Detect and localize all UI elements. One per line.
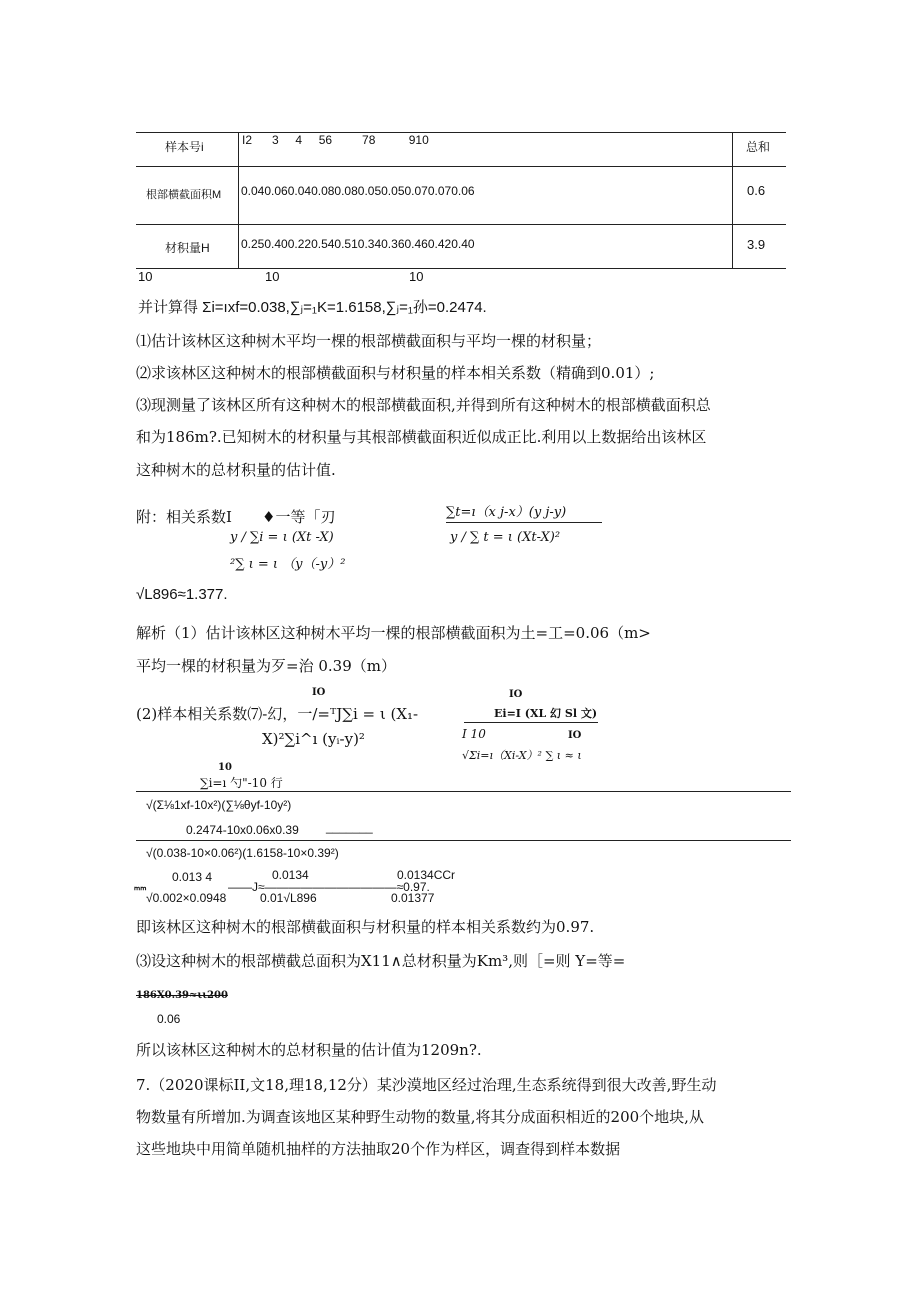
table-area-total: 0.6 xyxy=(747,183,766,198)
question-3-line-3: 这种树木的总材积量的估计值. xyxy=(136,461,336,479)
solution-3-conclusion: 所以该林区这种树木的总材积量的估计值为1209n?. xyxy=(136,1041,482,1059)
table-row-divider xyxy=(136,224,786,225)
solution-2-fraction-bar xyxy=(464,722,598,723)
table-header-total: 总和 xyxy=(746,140,771,154)
solution-2-approx-line: ——J≈———————————≈0.97. xyxy=(228,880,430,894)
table-area-values: 0.040.060.040.080.080.050.050.070.070.06 xyxy=(241,184,475,198)
index-ten: 10 xyxy=(218,762,232,773)
question-7-line-1: 7.（2020课标II,文18,理18,12分）某沙漠地区经过治理,生态系统得到很大改善,野生动 xyxy=(136,1076,717,1094)
solution-2-line-2: X)²∑i^ı (yᵢ-y)² xyxy=(262,730,365,748)
table-row-divider xyxy=(136,166,786,167)
calc-line: 并计算得 Σi=ıxf=0.038,∑ⱼ=₁K=1.6158,∑ⱼ=₁孙=0.2474. xyxy=(138,299,487,316)
table-volume-values: 0.250.400.220.540.510.340.360.460.420.40 xyxy=(241,237,475,251)
solution-2-numeric-numerator: 0.2474-10x0.06x0.39 xyxy=(186,823,299,837)
index-io: IO xyxy=(568,730,582,741)
question-3-line-2: 和为186m?.已知树木的材积量与其根部横截面积近似成正比.利用以上数据给出该林区 xyxy=(136,428,707,446)
sqrt-value: √L896≈1.377. xyxy=(136,586,228,603)
table-footer-ten: 10 xyxy=(138,269,153,284)
appendix-fraction-bar xyxy=(446,522,602,523)
index-io: IO xyxy=(509,689,523,700)
table-bottom-border xyxy=(136,268,786,269)
solution-2-sum-line: ∑i=ı 勺"-10 行 xyxy=(200,776,283,790)
solution-2-sqrt-expression: √(Σ⅛1xf-10x²)(∑⅛θyf-10y²) xyxy=(146,798,292,812)
table-footer-ten: 10 xyxy=(409,269,424,284)
solution-2-value-a: 0.013 4 xyxy=(172,870,213,884)
solution-1-line-1: 解析（1）估计该林区这种树木平均一棵的根部横截面积为土=工=0.06（m> xyxy=(136,624,651,642)
appendix-formula-mid: ♦一等「刃 xyxy=(262,508,336,526)
table-volume-label: 材积量H xyxy=(165,241,210,255)
table-col-divider xyxy=(732,132,733,268)
solution-2-denominator-a: I 10 xyxy=(462,727,486,741)
question-2: ⑵求该林区这种树木的根部横截面积与材积量的样本相关系数（精确到0.01）; xyxy=(136,364,655,382)
solution-2-denominator-value-b: 0.01√L896 xyxy=(260,891,317,905)
solution-1-line-2: 平均一棵的材积量为歹=治 0.39（m） xyxy=(136,657,396,675)
solution-3-denominator: 0.06 xyxy=(157,1012,181,1026)
question-1: ⑴估计该林区这种树木平均一棵的根部横截面积与平均一棵的材积量； xyxy=(136,332,602,350)
table-area-label: 根部横截面积M xyxy=(146,189,222,201)
appendix-formula-numerator: ∑t=ı（x j-x）(y j-y) xyxy=(446,505,567,520)
appendix-formula-line-2: y / ∑ t = ι (Xt-X)² xyxy=(450,530,561,545)
solution-2-long-fraction-bar xyxy=(136,791,791,792)
index-io: IO xyxy=(312,687,326,698)
solution-2-blank: _______ xyxy=(326,820,373,834)
solution-2-numeric-fraction-bar xyxy=(136,840,791,841)
question-3-line-1: ⑶现测量了该林区所有这种树木的根部横截面积,并得到所有这种树木的根部横截面积总 xyxy=(136,396,711,414)
question-7-line-2: 物数量有所增加.为调查该地区某种野生动物的数量,将其分成面积相近的200个地块,从 xyxy=(136,1108,704,1126)
table-top-border xyxy=(136,132,786,133)
solution-2-line-1: (2)样本相关系数⑺-幻，一/=ᵀJ∑i = ι (X₁- xyxy=(136,705,419,723)
table-footer-ten: 10 xyxy=(265,269,280,284)
solution-2-denominator-value-c: 0.01377 xyxy=(391,891,435,905)
solution-2-denominator-value: √0.002×0.0948 xyxy=(146,891,227,905)
solution-3-numerator: 186X0.39≈ιι200 xyxy=(136,990,228,1001)
table-volume-total: 3.9 xyxy=(747,237,766,252)
solution-2-value-b: 0.0134 xyxy=(272,868,309,882)
table-header-values: I2 3 4 56 78 910 xyxy=(242,133,429,147)
solution-2-numerator: Ei=I (XL 幻 Sl 文) xyxy=(494,707,598,720)
solution-2-mark: ₘₘ xyxy=(134,882,147,893)
solution-2-conclusion: 即该林区这种树木的根部横截面积与材积量的样本相关系数约为0.97. xyxy=(136,918,595,936)
appendix-formula-line-3: ²∑ ι = ι （y（-y）² xyxy=(230,557,346,572)
solution-3-line-1: ⑶设这种树木的根部横截总面积为X11∧总材积量为Km³,则［=则 Y=等= xyxy=(136,952,626,970)
table-header-label: 样本号i xyxy=(165,140,204,154)
question-7-line-3: 这些地块中用简单随机抽样的方法抽取20个作为样区，调查得到样本数据 xyxy=(136,1140,621,1158)
appendix-formula-line-1: y / ∑i = ι (Xt -X) xyxy=(230,530,334,545)
solution-2-value-c: 0.0134CCr xyxy=(397,868,456,882)
table-col-divider xyxy=(238,132,239,268)
appendix-label: 附：相关系数I xyxy=(136,508,232,526)
solution-2-denominator-b: √Σi=ı（Xi-X）² ∑ ι ≈ ι xyxy=(462,749,582,761)
solution-2-numeric-denominator: √(0.038-10×0.06²)(1.6158-10×0.39²) xyxy=(146,846,339,860)
